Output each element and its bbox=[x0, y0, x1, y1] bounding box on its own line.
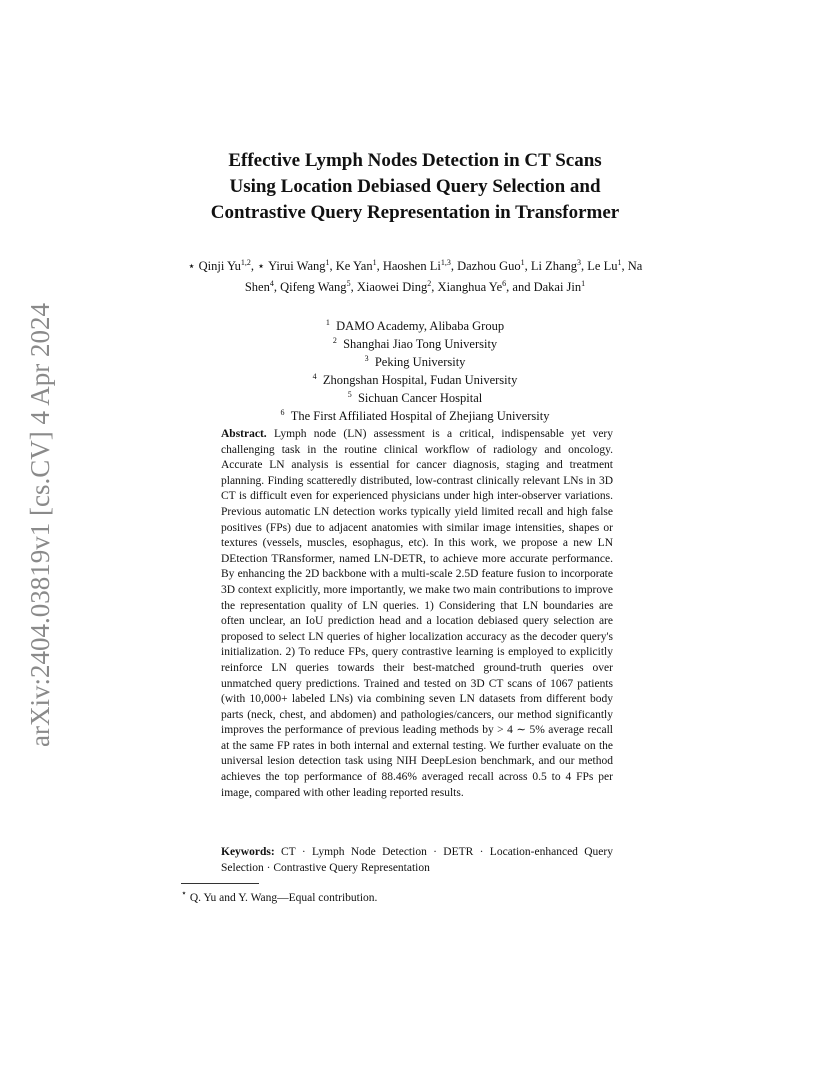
affiliation bbox=[200, 406, 630, 424]
abstract-text: Lymph node (LN) assessment is a critical, indispensable yet very challenging task in the routine clinical workflow of radiology and oncology. Accurate LN analysis is essential for cancer diagnosis, staging and treatment planning. Finding scatteredly distributed, low-contrast clinically relevant LNs in 3D CT is difficult even for experienced physicians under high inter-observer variations. Previous automatic LN detection works typically yield limited recall and high false positives (FPs) due to adjacent anatomies with similar image intensities, shapes or textures (vessels, muscles, esophagus, etc). In this work, we propose a new LN DEtection TRansformer, named LN-DETR, to achieve more accurate performance. By enhancing the 2D backbone with a multi-scale 2.5D feature fusion to incorporate 3D context explicitly, more importantly, we make two main contributions to improve the representation quality of LN queries. 1) Considering that LN boundaries are often unclear, an IoU prediction head and a location debiased query selection are proposed to select LN queries of higher localization accuracy as the decoder query's initialization. 2) To reduce FPs, query contrastive learning is employed to explicitly reinforce LN queries towards their best-matched ground-truth queries over unmatched query predictions. Trained and tested on 3D CT scans of 1067 patients (with 10,000+ labeled LNs) via combining seven LN datasets from different body parts (neck, chest, and abdomen) and pathologies/cancers, our method significantly improves the performance of previous leading methods by > 4 ∼ 5% average recall at the same FP rates in both internal and external testing. We further evaluate on the universal lesion detection task using NIH DeepLesion benchmark, and our method achieves the top performance of 88.46% averaged recall across 0.5 to 4 FPs per image, compared with other leading reported results. bbox=[221, 428, 614, 799]
author bbox=[357, 280, 431, 294]
author-list: ⋆ Qinji Yu$^{1,2}$, ⋆ Yirui Wang$^1$, Ke Yan$^1$, Haoshen Li$^{1,3}$, Dazhou Guo$^1$, Li Zhang$^3$, Le Lu$^1$, Na Shen$^4$, Qifeng Wang$^5$, Xiaowei Ding$^2$, Xianghua Ye$^6$, and Dakai Jin$^1$ bbox=[187, 258, 643, 295]
author-affiliation-ref: 1 bbox=[581, 279, 586, 289]
arxiv-identifier-text: arXiv:2404.03819v1 [cs.CV] 4 Apr 2024 bbox=[25, 303, 55, 747]
author-name: Dazhou Guo bbox=[457, 259, 521, 274]
author bbox=[457, 259, 525, 273]
author bbox=[531, 259, 581, 273]
author-name: Xiaowei Ding bbox=[356, 280, 428, 295]
affiliation-number: 6 bbox=[280, 407, 285, 417]
author-affiliation-ref: 1 bbox=[372, 258, 377, 267]
paper-title bbox=[150, 148, 680, 226]
author bbox=[188, 259, 251, 273]
author bbox=[336, 259, 377, 273]
abstract bbox=[221, 427, 613, 801]
author-name: Li Zhang bbox=[530, 259, 578, 274]
author-name: Dakai Jin bbox=[533, 280, 582, 295]
equal-contribution-mark: ⋆ bbox=[187, 259, 199, 274]
affiliation-name: The First Affiliated Hospital of Zhejiang University bbox=[284, 408, 550, 423]
author-affiliation-ref: 5 bbox=[346, 279, 351, 289]
author bbox=[438, 280, 507, 294]
author-affiliation-ref: 4 bbox=[269, 279, 274, 289]
affiliation-name: Sichuan Cancer Hospital bbox=[351, 390, 483, 405]
author-name: Xianghua Ye bbox=[437, 280, 503, 295]
author-name: Le Lu bbox=[587, 259, 618, 274]
author-name: Haoshen Li bbox=[382, 259, 441, 274]
affiliation-number: 3 bbox=[364, 353, 369, 363]
affiliation bbox=[200, 334, 630, 352]
affiliation-name: Zhongshan Hospital, Fudan University bbox=[316, 373, 518, 388]
author-name: Ke Yan bbox=[335, 259, 373, 274]
author-affiliation-ref: 1,2 bbox=[240, 258, 251, 267]
affiliation bbox=[200, 370, 630, 388]
author bbox=[383, 259, 451, 273]
equal-contribution-mark: ⋆ bbox=[257, 259, 269, 274]
affiliation-name: Peking University bbox=[368, 355, 466, 370]
author bbox=[257, 259, 329, 273]
author bbox=[534, 280, 586, 294]
affiliation-name: Shanghai Jiao Tong University bbox=[336, 337, 498, 352]
title-line: Effective Lymph Nodes Detection in CT Scans bbox=[228, 150, 602, 171]
footnote-mark: ⋆ bbox=[181, 888, 187, 899]
affiliation bbox=[200, 352, 630, 370]
affiliation-number: 5 bbox=[347, 389, 352, 399]
affiliation bbox=[200, 316, 630, 334]
keywords-label: Keywords: bbox=[221, 846, 275, 858]
title-line: Using Location Debiased Query Selection and bbox=[229, 176, 601, 197]
author-name: Yirui Wang bbox=[268, 259, 326, 274]
keywords bbox=[221, 845, 613, 876]
author-affiliation-ref: 1 bbox=[617, 258, 622, 267]
title-line: Contrastive Query Representation in Transformer bbox=[210, 202, 620, 223]
author-affiliation-ref: 1 bbox=[520, 258, 525, 267]
author-affiliation-ref: 1 bbox=[325, 258, 330, 267]
footnote-rule bbox=[181, 883, 259, 884]
affiliation-name: DAMO Academy, Alibaba Group bbox=[329, 319, 505, 334]
abstract-label: Abstract. bbox=[221, 428, 267, 440]
author-affiliation-ref: 6 bbox=[502, 279, 507, 289]
author-name: Qifeng Wang bbox=[280, 280, 347, 295]
author bbox=[587, 259, 621, 273]
footnote bbox=[181, 886, 631, 906]
affiliation-number: 1 bbox=[325, 318, 330, 327]
author-affiliation-ref: 3 bbox=[577, 258, 582, 267]
author-name: Na Shen bbox=[244, 259, 643, 295]
affiliation-list bbox=[200, 316, 630, 424]
affiliation-number: 2 bbox=[332, 335, 337, 345]
affiliation-number: 4 bbox=[312, 371, 317, 381]
arxiv-identifier bbox=[20, 290, 60, 760]
keywords-text: CT · Lymph Node Detection · DETR · Location-enhanced Query Selection · Contrastive Query Representation bbox=[221, 846, 613, 874]
affiliation bbox=[200, 388, 630, 406]
footnote-text: Q. Yu and Y. Wang—Equal contribution. bbox=[189, 891, 378, 904]
author bbox=[280, 280, 350, 294]
author-affiliation-ref: 1,3 bbox=[440, 258, 451, 267]
author-affiliation-ref: 2 bbox=[427, 279, 432, 289]
author-name: Qinji Yu bbox=[198, 259, 241, 274]
